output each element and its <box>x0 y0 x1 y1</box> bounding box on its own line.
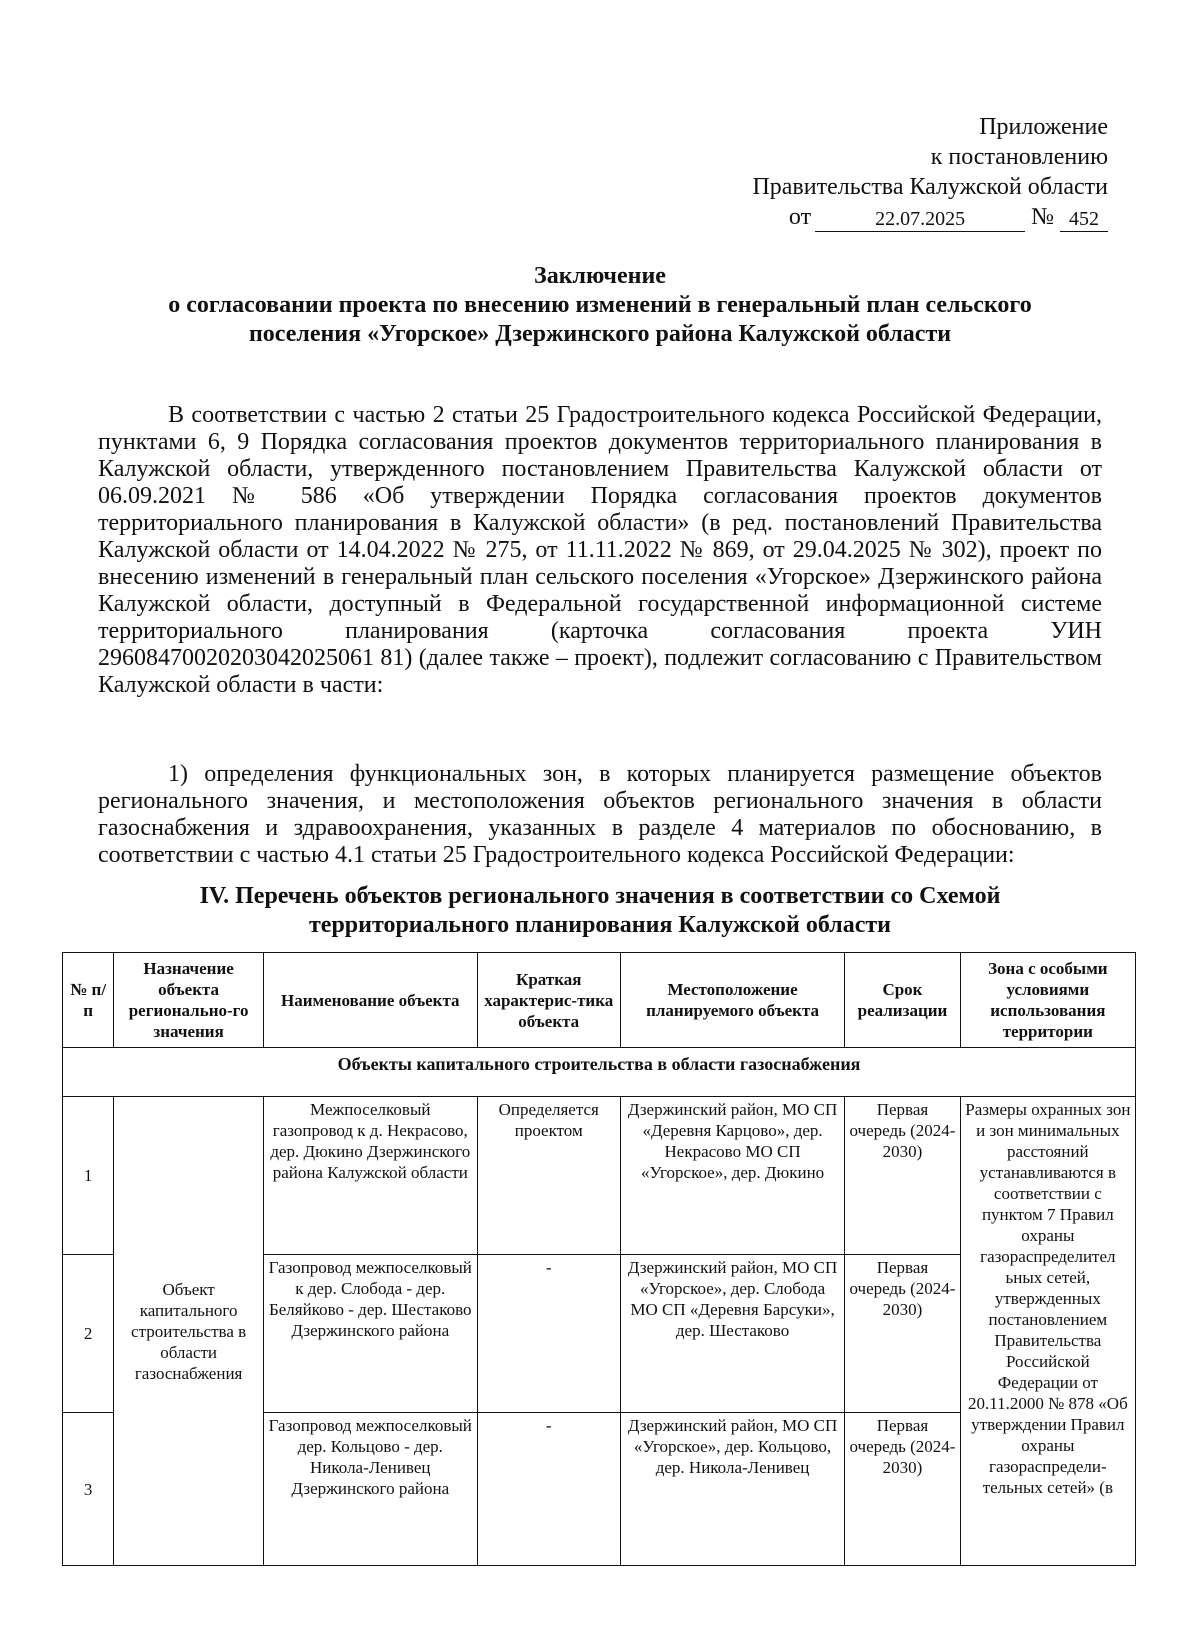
date-prefix: от <box>788 204 812 230</box>
row-term: Первая очередь (2024-2030) <box>845 1413 960 1566</box>
row-name: Межпоселковый газопровод к д. Некрасово, дер. Дюкино Дзержинского района Калужской области <box>263 1097 477 1255</box>
group-title: Объекты капитального строительства в области газоснабжения <box>63 1048 1136 1097</box>
header-purpose: Назначение объекта регионально-го значения <box>114 953 264 1048</box>
row-location: Дзержинский район, МО СП «Угорское», дер. Слобода МО СП «Деревня Барсуки», дер. Шестаково <box>620 1255 844 1413</box>
approval-date: 22.07.2025 <box>815 207 1025 232</box>
header-location: Местоположение планируемого объекта <box>620 953 844 1048</box>
approval-line-government: Правительства Калужской области <box>752 174 1108 200</box>
document-heading <box>100 262 1100 349</box>
objects-table <box>62 952 1136 1566</box>
objects-table-wrapper <box>62 952 1136 1566</box>
approval-block <box>688 112 1108 232</box>
approval-line-resolution: к постановлению <box>930 144 1108 170</box>
section-title-line2: территориального планирования Калужской области <box>309 912 891 938</box>
zone-cell: Размеры охранных зон и зон минимальных расстояний устанавливаются в соответствии с пунктом 7 Правил охраны газораспределител ьных сетей, утвержденных постановлением Правительства Российской Федерации от 20.11.2000 № 878 «Об утверждении Правил охраны газораспредели-тельных сетей» (в <box>960 1097 1135 1566</box>
header-brief: Краткая характерис-тика объекта <box>477 953 620 1048</box>
header-term: Срок реализации <box>845 953 960 1048</box>
heading-subtitle-line1: о согласовании проекта по внесению изменений в генеральный план сельского <box>168 292 1032 318</box>
row-brief: - <box>477 1413 620 1566</box>
section-title <box>100 882 1100 940</box>
table-group-row <box>63 1048 1136 1097</box>
header-num: № п/п <box>63 953 114 1048</box>
approval-line-appendix: Приложение <box>979 114 1108 140</box>
header-zone: Зона с особыми условиями использования территории <box>960 953 1135 1048</box>
heading-title: Заключение <box>534 263 666 289</box>
approval-number: 452 <box>1060 207 1108 232</box>
row-name: Газопровод межпоселковый к дер. Слобода - дер. Беляйково - дер. Шестаково Дзержинского района <box>263 1255 477 1413</box>
purpose-cell: Объект капитального строительства в области газоснабжения <box>114 1097 264 1566</box>
row-location: Дзержинский район, МО СП «Деревня Карцово», дер. Некрасово МО СП «Угорское», дер. Дюкино <box>620 1097 844 1255</box>
row-num: 3 <box>63 1413 114 1566</box>
row-num: 2 <box>63 1255 114 1413</box>
row-term: Первая очередь (2024-2030) <box>845 1097 960 1255</box>
heading-subtitle-line2: поселения «Угорское» Дзержинского района Калужской области <box>248 321 952 347</box>
table-row <box>63 1097 1136 1255</box>
row-brief: - <box>477 1255 620 1413</box>
approval-date-line <box>688 202 1108 232</box>
row-term: Первая очередь (2024-2030) <box>845 1255 960 1413</box>
row-brief: Определяется проектом <box>477 1097 620 1255</box>
row-num: 1 <box>63 1097 114 1255</box>
number-prefix: № <box>1031 204 1054 230</box>
body-paragraph-1: В соответствии с частью 2 статьи 25 Градостроительного кодекса Российской Федерации, пунктами 6, 9 Порядка согласования проектов документов территориального планирования в Калужской области, утвержденного постановлением Правительства Калужской области от 06.09.2021 № 586 «Об утверждении Порядка согласования проектов документов территориального планирования в Калужской области» (в ред. постановлений Правительства Калужской области от 14.04.2022 № 275, от 11.11.2022 № 869, от 29.04.2025 № 302), проект по внесению изменений в генеральный план сельского поселения «Угорское» Дзержинского района Калужской области, доступный в Федеральной государственной информационной системе территориального планирования (карточка согласования проекта УИН 29608470020203042025061 81) (далее также – проект), подлежит согласованию с Правительством Калужской области в части: <box>98 402 1102 698</box>
header-name: Наименование объекта <box>263 953 477 1048</box>
section-title-line1: IV. Перечень объектов регионального значения в соответствии со Схемой <box>199 883 1001 909</box>
table-header-row <box>63 953 1136 1048</box>
row-name: Газопровод межпоселковый дер. Кольцово - дер. Никола-Ленивец Дзержинского района <box>263 1413 477 1566</box>
row-location: Дзержинский район, МО СП «Угорское», дер. Кольцово, дер. Никола-Ленивец <box>620 1413 844 1566</box>
body-paragraph-2: 1) определения функциональных зон, в которых планируется размещение объектов регионального значения, и местоположения объектов регионального значения в области газоснабжения и здравоохранения, указанных в разделе 4 материалов по обоснованию, в соответствии с частью 4.1 статьи 25 Градостроительного кодекса Российской Федерации: <box>98 761 1102 868</box>
